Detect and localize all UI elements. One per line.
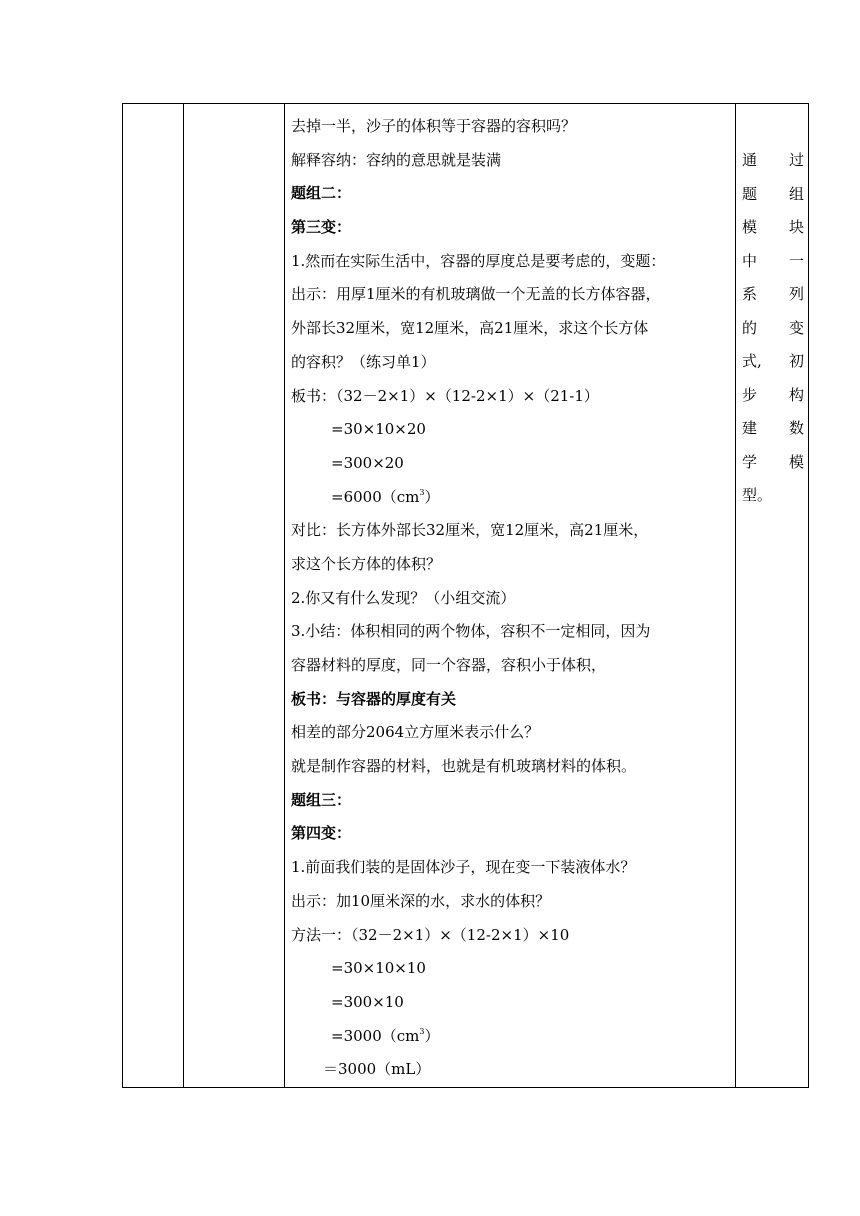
intent-char: 步 (742, 385, 758, 404)
intent-char: 建 (742, 419, 758, 437)
text-line: 相差的部分2064立方厘米表示什么？ (291, 723, 540, 742)
intent-char: 通 (742, 151, 758, 169)
text-line: 3.小结：体积相同的两个物体，容积不一定相同，因为 (291, 622, 651, 641)
intent-char: 数 (788, 419, 804, 437)
equation-text: =6000（cm (331, 487, 420, 506)
intent-char: 题 (742, 184, 758, 203)
text-line: 1.然而在实际生活中，容器的厚度总是要考虑的，变题： (291, 251, 666, 270)
intent-char: 的 (742, 318, 758, 337)
equation-text: =3000（cm (331, 1026, 420, 1045)
text-line: 2.你又有什么发现？（小组交流） (291, 588, 516, 607)
intent-char: 组 (788, 184, 804, 203)
equation-line: =30×10×10 (331, 959, 426, 978)
intent-char: 中 (742, 251, 758, 270)
section-heading: 题组二： (291, 184, 352, 203)
equation-line: =300×20 (331, 453, 404, 472)
text-line: 对比：长方体外部长32厘米，宽12厘米，高21厘米， (291, 521, 649, 540)
section-heading: 题组三： (291, 790, 352, 809)
section-heading: 第四变： (291, 824, 352, 843)
text-line: 1.前面我们装的是固体沙子，现在变一下装液体水？ (291, 858, 636, 877)
intent-char: 式, (742, 352, 762, 370)
text-line: 出示：用厚1厘米的有机玻璃做一个无盖的长方体容器， (291, 285, 661, 304)
equation-line: ＝3000（mL） (323, 1060, 431, 1079)
intent-char: 变 (788, 318, 804, 337)
intent-row (742, 312, 804, 346)
intent-row (742, 345, 804, 379)
teaching-process-cell (285, 104, 736, 1088)
intent-row (742, 412, 804, 446)
text-line: 板书：（32－2×1）×（12-2×1）×（21-1） (291, 386, 599, 405)
design-intent-text (742, 144, 804, 513)
intent-row (742, 446, 804, 480)
text-line: 出示：加10厘米深的水，求水的体积？ (291, 891, 551, 910)
intent-char: 模 (742, 218, 758, 236)
intent-row (742, 278, 804, 312)
intent-char: 一 (788, 251, 804, 270)
close-paren: ） (424, 1026, 440, 1045)
intent-char: 过 (788, 151, 804, 169)
text-line: 容器材料的厚度，同一个容器，容积小于体积， (291, 656, 607, 674)
intent-row (742, 379, 804, 413)
intent-char: 学 (742, 452, 758, 471)
intent-char: 块 (788, 218, 804, 236)
lesson-plan-table (122, 103, 809, 1088)
design-intent-cell (736, 104, 809, 1088)
text-line: 求这个长方体的体积？ (291, 554, 442, 573)
text-line: 解释容纳：容纳的意思就是装满 (291, 150, 502, 169)
intent-row (742, 144, 804, 178)
text-line: 外部长32厘米，宽12厘米，高21厘米，求这个长方体 (291, 319, 649, 338)
equation-line (291, 1020, 731, 1054)
text-line: 就是制作容器的材料，也就是有机玻璃材料的体积。 (291, 757, 637, 776)
text-line: 方法一：（32－2×1）×（12-2×1）×10 (291, 925, 570, 944)
intent-char: 构 (788, 385, 804, 404)
equation-line: =300×10 (331, 992, 404, 1011)
intent-char: 型。 (742, 486, 773, 504)
intent-char: 模 (788, 452, 804, 471)
table-row (123, 104, 809, 1088)
equation-line (291, 481, 731, 515)
empty-cell-1 (123, 104, 184, 1088)
empty-cell-2 (184, 104, 285, 1088)
equation-line: =30×10×20 (331, 420, 426, 439)
superscript: 3 (419, 487, 425, 497)
section-heading: 第三变： (291, 218, 352, 237)
text-line: 的容积？（练习单1） (291, 352, 436, 371)
intent-char: 列 (788, 285, 804, 303)
intent-row (742, 479, 804, 513)
intent-row (742, 211, 804, 245)
intent-row (742, 245, 804, 279)
superscript: 3 (419, 1026, 425, 1036)
close-paren: ） (424, 487, 440, 506)
intent-char: 初 (788, 352, 804, 370)
text-line: 去掉一半，沙子的体积等于容器的容积吗？ (291, 117, 577, 135)
intent-row (742, 178, 804, 212)
section-heading: 板书：与容器的厚度有关 (291, 689, 457, 708)
intent-char: 系 (742, 285, 758, 303)
